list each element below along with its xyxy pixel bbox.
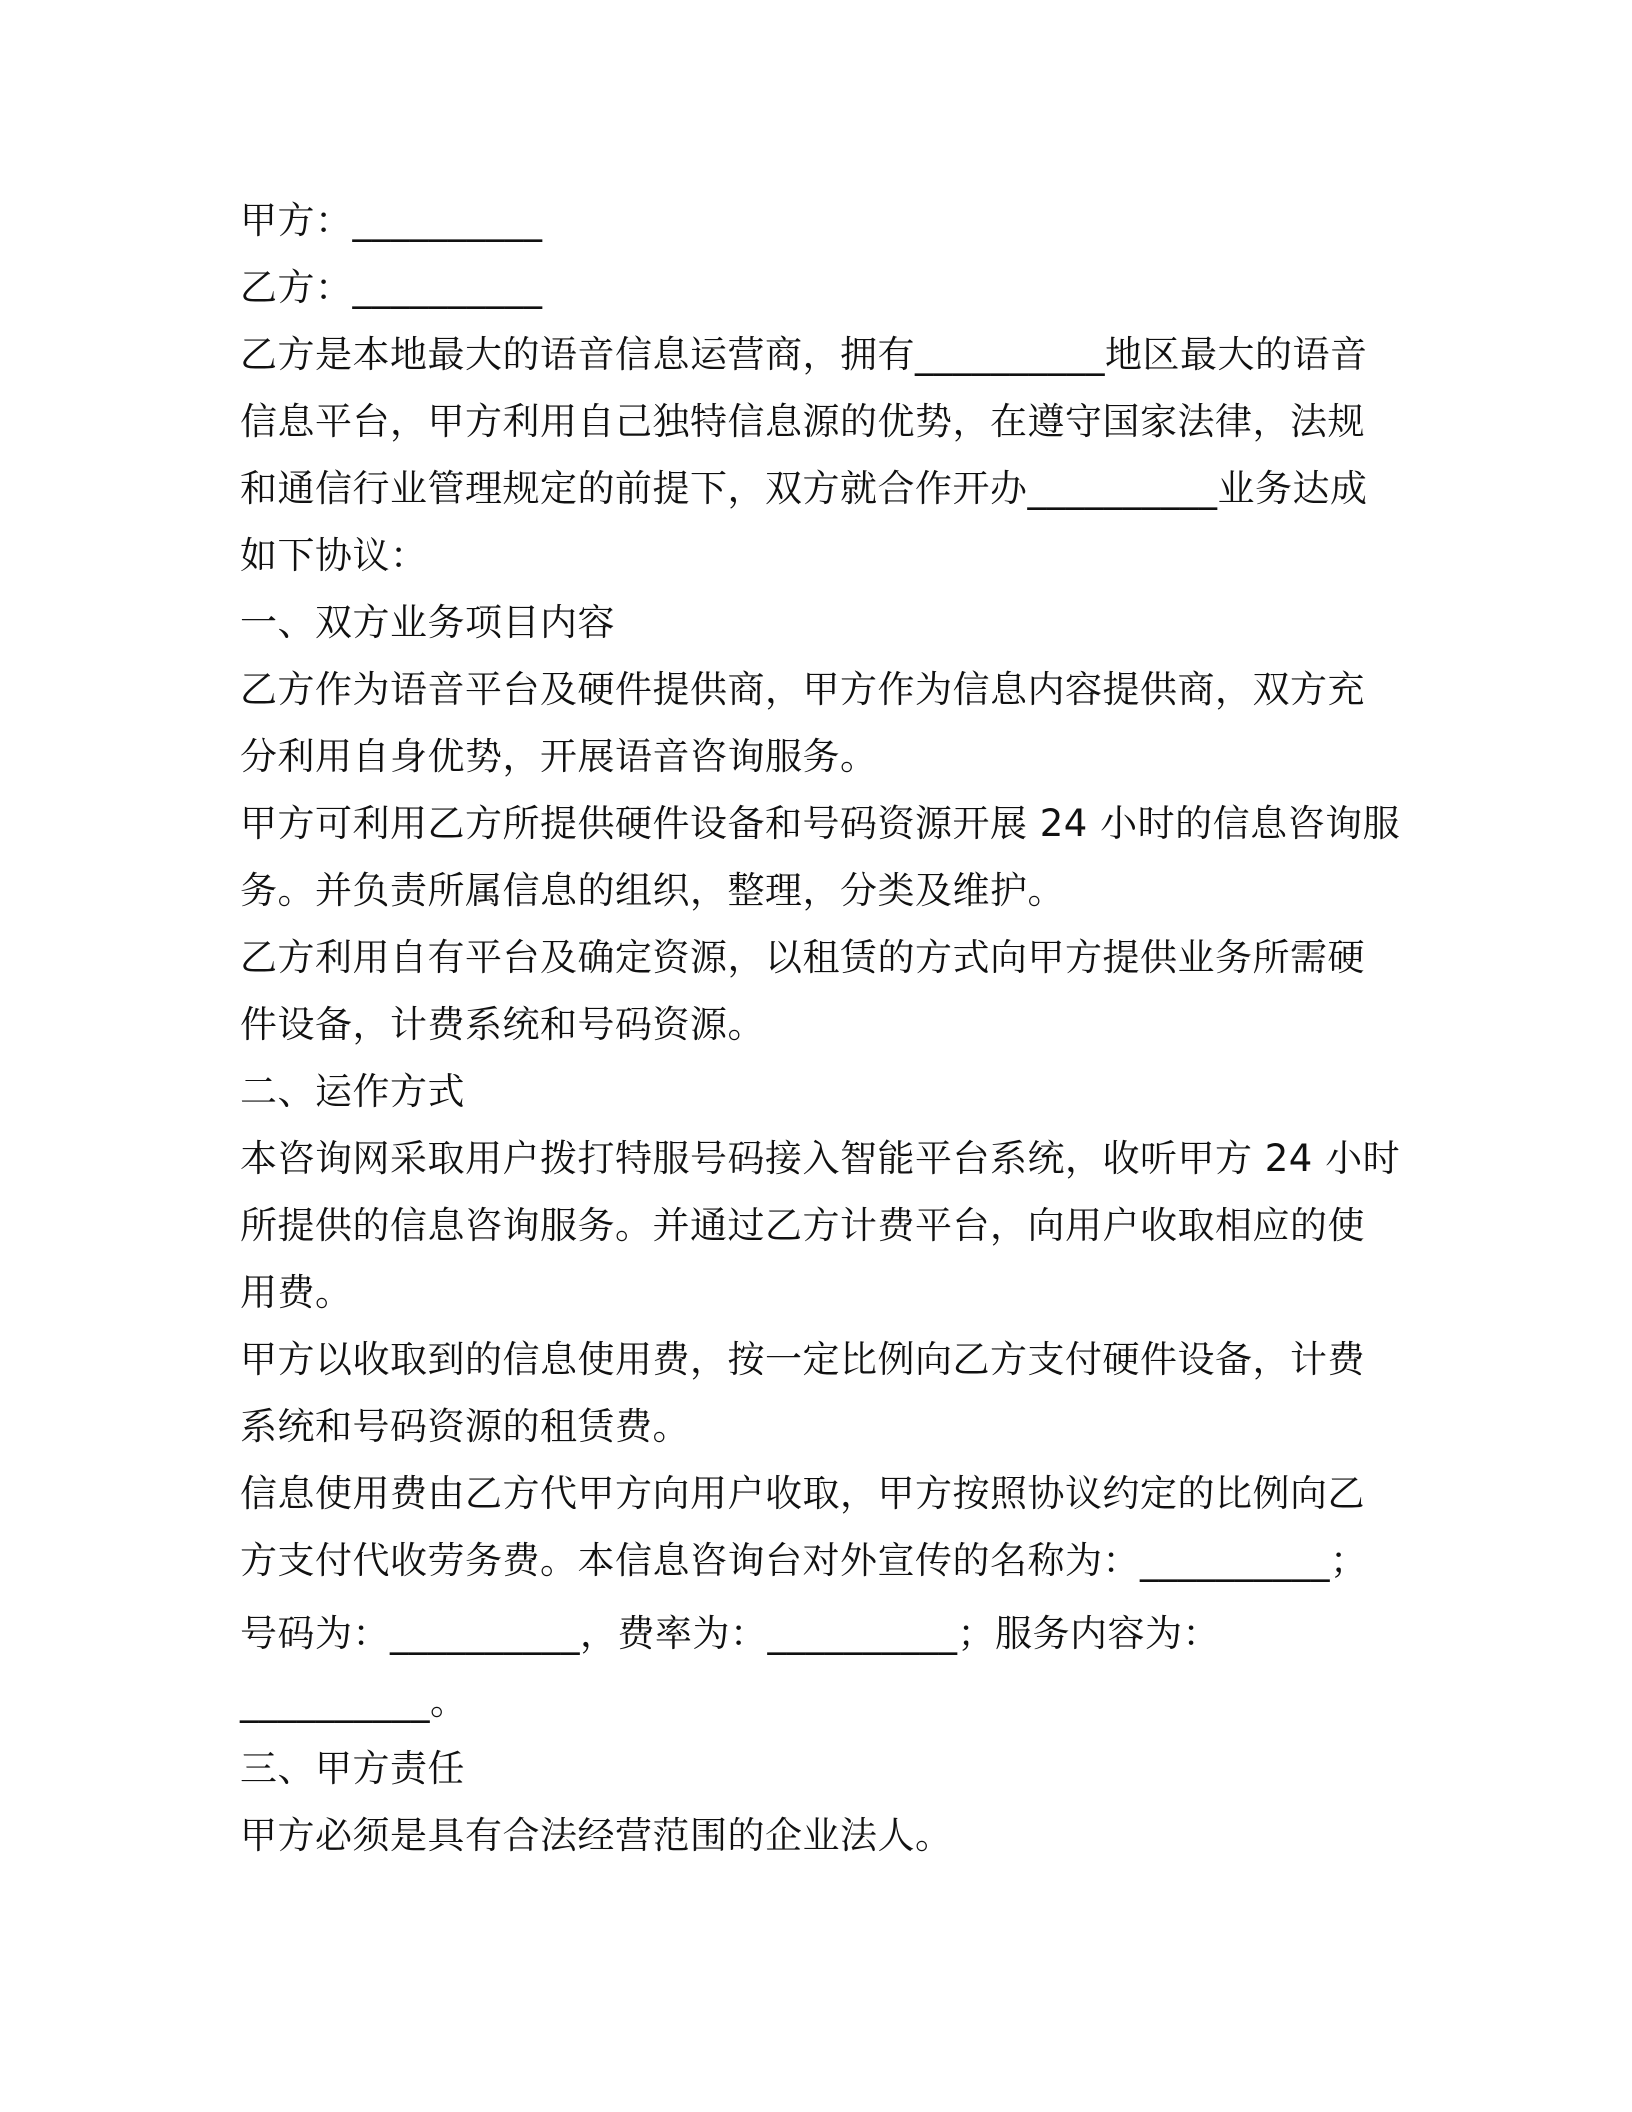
section-2-para-1-line-1: 本咨询网采取用户拨打特服号码接入智能平台系统，收听甲方 24 小时: [240, 1137, 1401, 1180]
section-2-para-1-line-3: 用费。: [240, 1271, 353, 1314]
section-2-heading: 二、运作方式: [240, 1070, 465, 1113]
party-a-line: 甲方：__________: [240, 199, 543, 242]
intro-line-1: 乙方是本地最大的语音信息运营商，拥有__________地区最大的语音: [240, 333, 1368, 376]
intro-line-2: 信息平台，甲方利用自己独特信息源的优势，在遵守国家法律，法规: [240, 400, 1365, 443]
section-1-para-3-line-2: 件设备，计费系统和号码资源。: [240, 1003, 765, 1046]
party-b-line: 乙方：__________: [240, 266, 543, 309]
section-1-para-2-line-1: 甲方可利用乙方所提供硬件设备和号码资源开展 24 小时的信息咨询服: [240, 802, 1401, 845]
document-body: [240, 187, 1410, 1869]
section-1-para-1-line-1: 乙方作为语音平台及硬件提供商，甲方作为信息内容提供商，双方充: [240, 668, 1365, 711]
intro-line-3: 和通信行业管理规定的前提下，双方就合作开办__________业务达成: [240, 467, 1368, 510]
section-1-para-2-line-2: 务。并负责所属信息的组织，整理，分类及维护。: [240, 869, 1065, 912]
section-1-para-1-line-2: 分利用自身优势，开展语音咨询服务。: [240, 735, 878, 778]
intro-line-4: 如下协议：: [240, 534, 428, 577]
section-2-para-3-line-1: 信息使用费由乙方代甲方向用户收取，甲方按照协议约定的比例向乙: [240, 1472, 1365, 1515]
section-3-para-1-line-1: 甲方必须是具有合法经营范围的企业法人。: [240, 1814, 953, 1857]
section-2-para-2-line-2: 系统和号码资源的租赁费。: [240, 1405, 690, 1448]
section-2-para-3-line-4: __________。: [240, 1680, 468, 1723]
section-1-heading: 一、双方业务项目内容: [240, 601, 615, 644]
section-3-heading: 三、甲方责任: [240, 1747, 465, 1790]
section-1-para-3-line-1: 乙方利用自有平台及确定资源，以租赁的方式向甲方提供业务所需硬: [240, 936, 1365, 979]
section-2-para-3-line-3: 号码为：__________，费率为：__________；服务内容为：: [240, 1612, 1220, 1655]
section-2-para-2-line-1: 甲方以收取到的信息使用费，按一定比例向乙方支付硬件设备，计费: [240, 1338, 1365, 1381]
section-2-para-1-line-2: 所提供的信息咨询服务。并通过乙方计费平台，向用户收取相应的使: [240, 1204, 1365, 1247]
section-2-para-3-line-2: 方支付代收劳务费。本信息咨询台对外宣传的名称为：__________；: [240, 1539, 1368, 1582]
